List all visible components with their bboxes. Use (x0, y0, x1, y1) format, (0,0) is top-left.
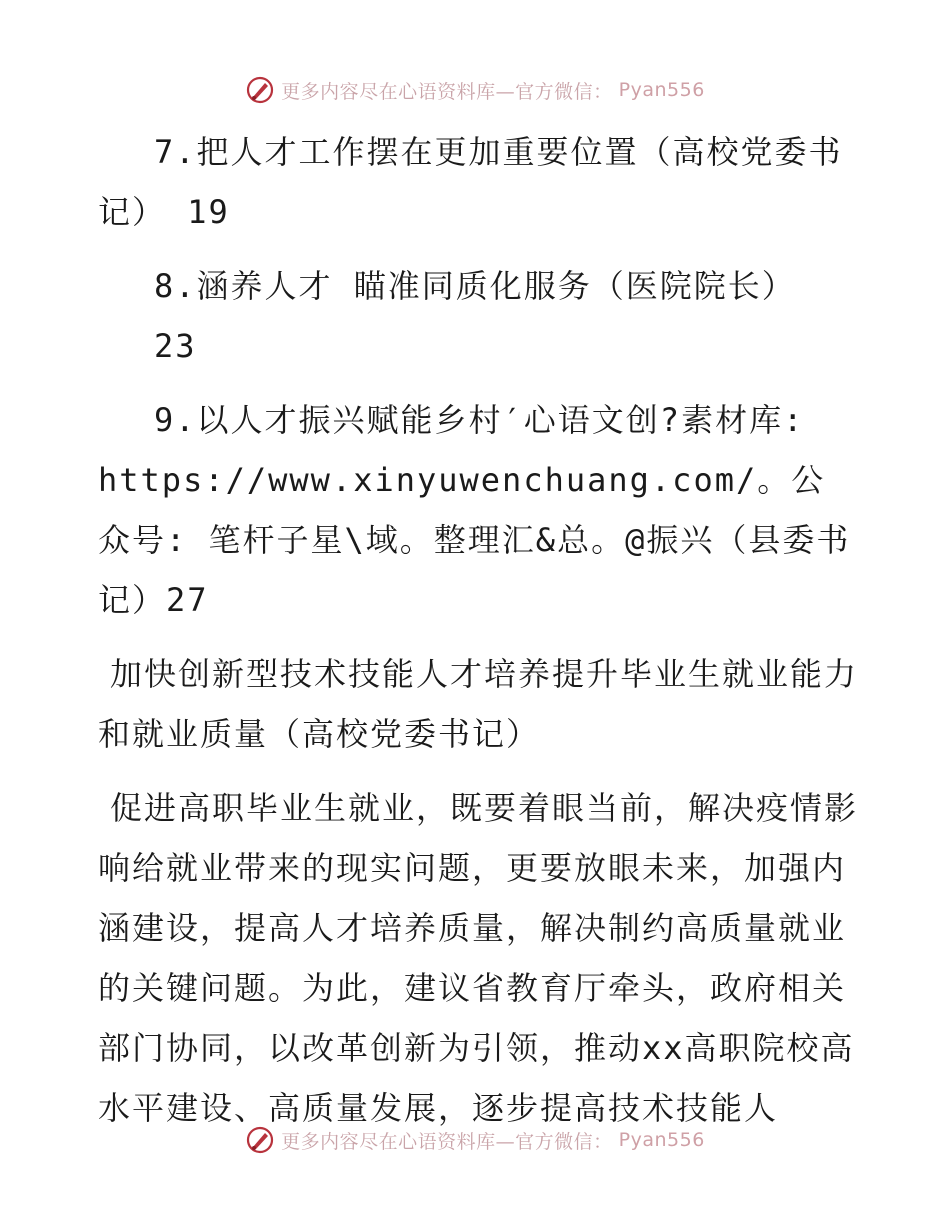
pen-logo-icon (245, 75, 275, 105)
header-watermark (0, 70, 950, 110)
document-body (98, 122, 858, 1138)
body-paragraph: 促进高职毕业生就业，既要着眼当前，解决疫情影响给就业带来的现实问题，更要放眼未来，加强内涵建设，提高人才培养质量，解决制约高质量就业的关键问题。为此，建议省教育厅牵头，政府相关部门协同，以改革创新为引领，推动xx高职院校高水平建设、高质量发展，逐步提高技术技能人 (98, 789, 859, 1127)
pen-logo-icon (245, 1125, 275, 1155)
toc-item-8-title: 8.涵养人才 瞄准同质化服务（医院院长） (154, 267, 796, 305)
toc-item-9-page: https://www.xinyuwenchuang.com/。公众号: 笔杆子星\域。整理汇&总。@振兴（县委书记）27 (98, 461, 851, 619)
footer-watermark (0, 1120, 950, 1160)
watermark-text: 更多内容尽在心语资料库—官方微信： (281, 80, 613, 103)
toc-item-9-title: 9.以人才振兴赋能乡村′心语文创?素材库: (154, 401, 805, 439)
section-title: 加快创新型技术技能人才培养提升毕业生就业能力和就业质量（高校党委书记） (98, 655, 859, 753)
toc-item-7-title: 7.把人才工作摆在更加重要位置（高校党委书 (154, 133, 843, 171)
toc-item-8-page: 23 (154, 327, 197, 365)
watermark-text: 更多内容尽在心语资料库—官方微信： (281, 1130, 613, 1153)
toc-item-7-page: 记） 19 (98, 193, 230, 231)
watermark-handle: Pyan556 (618, 79, 705, 101)
watermark-handle: Pyan556 (618, 1129, 705, 1151)
